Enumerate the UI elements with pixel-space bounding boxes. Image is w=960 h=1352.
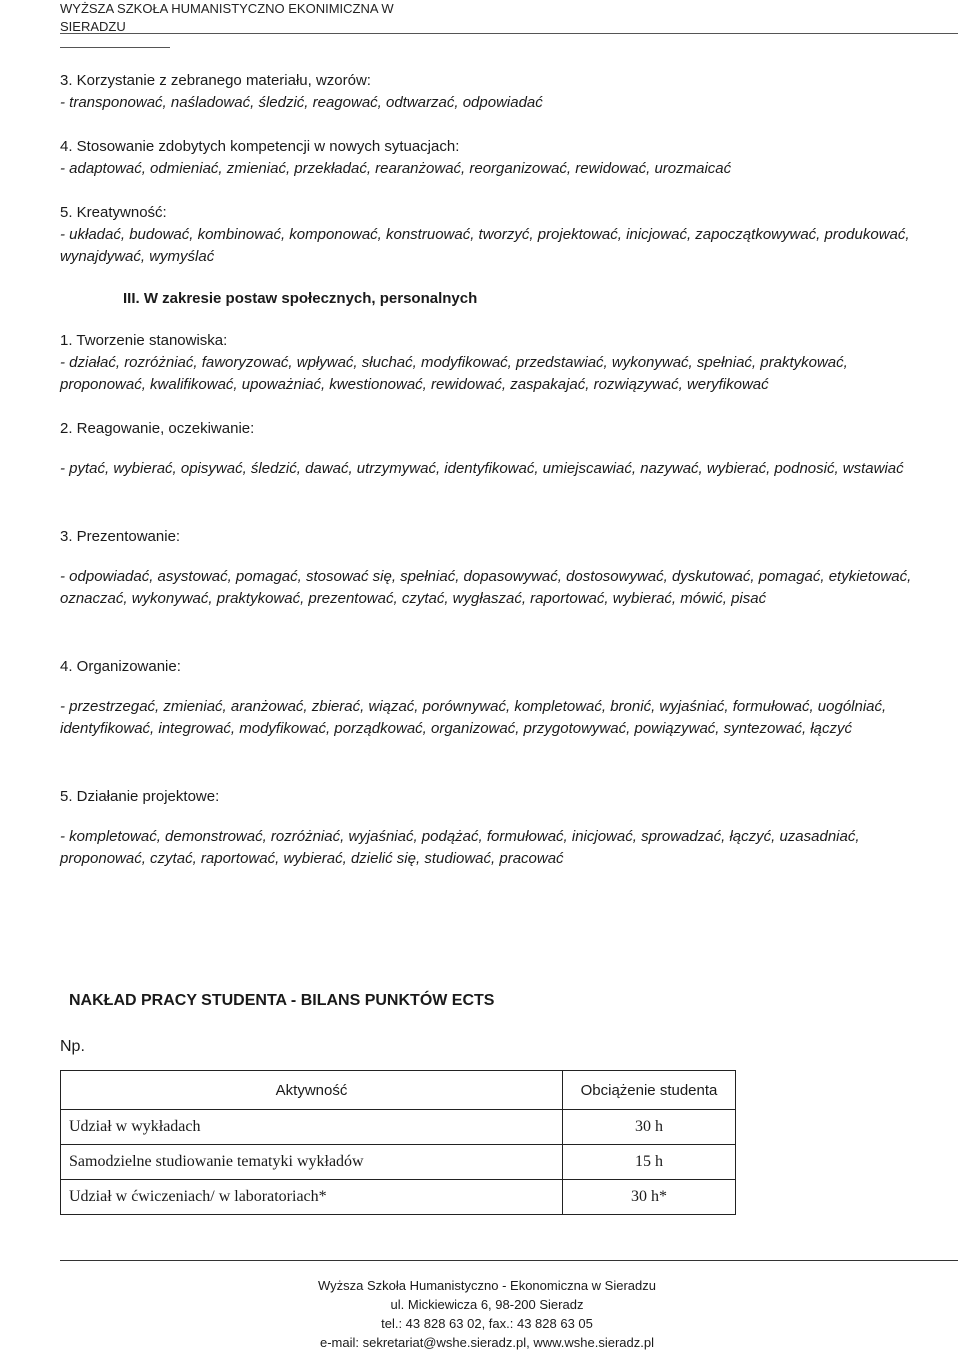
paragraph-heading: 1. Tworzenie stanowiska: [60,332,228,349]
paragraph-verbs: - transponować, naśladować, śledzić, reagować, odtwarzać, odpowiadać [60,94,543,111]
paragraph-applying [60,136,920,180]
footer-contact: e-mail: sekretariat@wshe.sieradz.pl, www.wshe.sieradz.pl [320,1335,654,1350]
table-row [61,1110,736,1145]
paragraph-heading: 2. Reagowanie, oczekiwanie: [60,420,255,437]
activity-cell: Udział w wykładach [61,1110,563,1145]
paragraph-creativity [60,202,920,268]
activity-cell: Samodzielne studiowanie tematyki wykładów [61,1145,563,1180]
column-header-load: Obciążenie studenta [563,1071,736,1110]
column-header-activity: Aktywność [61,1071,563,1110]
paragraph-heading: 3. Korzystanie z zebranego materiału, wzorów: [60,72,371,89]
load-cell: 15 h [563,1145,736,1180]
paragraph-verbs: - przestrzegać, zmieniać, aranżować, zbierać, wiązać, porównywać, kompletować, bronić, wyjaśniać, formułować, uogólniać, identyfikować, integrować, modyfikować, porządkować, organizować, przygotowywać, powiązywać, syntezować, łączyć [60,698,887,737]
paragraph-heading: 5. Działanie projektowe: [60,788,220,805]
paragraph-verbs: - układać, budować, kombinować, komponować, konstruować, tworzyć, projektować, inicjować, zapoczątkowywać, produkować, wynajdywać, wymyślać [60,226,910,265]
header-institution-line1: WYŻSZA SZKOŁA HUMANISTYCZNO EKONIMICZNA W [60,1,394,16]
footer-phone: tel.: 43 828 63 02, fax.: 43 828 63 05 [381,1316,593,1331]
table-row [61,1145,736,1180]
footer-address: ul. Mickiewicza 6, 98-200 Sieradz [390,1297,584,1312]
paragraph-verbs: - pytać, wybierać, opisywać, śledzić, dawać, utrzymywać, identyfikować, umiejscawiać, nazywać, wybierać, podnosić, wstawiać [60,460,904,477]
paragraph-verbs: - odpowiadać, asystować, pomagać, stosować się, spełniać, dopasowywać, dostosowywać, dyskutować, pomagać, etykietować, oznaczać, wykonywać, praktykować, prezentować, czytać, wygłaszać, raportować, wybierać, mówić, pisać [60,568,912,607]
header-short-rule [60,47,170,48]
document-footer [0,1276,960,1352]
paragraph-verbs: - adaptować, odmieniać, zmieniać, przekładać, rearanżować, reorganizować, rewidować, urozmaicać [60,160,732,177]
load-cell: 30 h* [563,1180,736,1215]
paragraph-verbs: - działać, rozróżniać, faworyzować, wpływać, słuchać, modyfikować, przedstawiać, wykonywać, spełniać, praktykować, proponować, kwalifikować, upoważniać, kwestionować, rewidować, zaspakajać, rozwiązywać, weryfikować [60,354,848,393]
activity-cell: Udział w ćwiczeniach/ w laboratoriach* [61,1180,563,1215]
ects-table [60,1070,736,1215]
table-header-row [61,1071,736,1110]
header-rule [60,33,958,34]
example-label: Np. [60,1038,85,1055]
document-header [60,0,394,36]
paragraph-organizing [60,656,920,740]
section-heading: III. W zakresie postaw społecznych, personalnych [123,290,478,307]
paragraph-transfer [60,70,920,114]
paragraph-heading: 3. Prezentowanie: [60,528,181,545]
load-cell: 30 h [563,1110,736,1145]
table-row [61,1180,736,1215]
paragraph-reacting [60,418,920,480]
paragraph-position [60,330,920,396]
paragraph-heading: 4. Organizowanie: [60,658,181,675]
paragraph-heading: 5. Kreatywność: [60,204,167,221]
paragraph-verbs: - kompletować, demonstrować, rozróżniać, wyjaśniać, podążać, formułować, inicjować, sprowadzać, łączyć, uzasadniać, proponować, czytać, raportować, wybierać, dzielić się, studiować, pracować [60,828,860,867]
footer-rule [60,1260,958,1261]
footer-institution: Wyższa Szkoła Humanistyczno - Ekonomiczna w Sieradzu [317,1278,656,1293]
ects-title: NAKŁAD PRACY STUDENTA - BILANS PUNKTÓW ECTS [69,992,495,1009]
paragraph-heading: 4. Stosowanie zdobytych kompetencji w nowych sytuacjach: [60,138,460,155]
header-institution-line2: SIERADZU [60,19,126,34]
paragraph-presenting [60,526,920,610]
paragraph-project [60,786,920,870]
